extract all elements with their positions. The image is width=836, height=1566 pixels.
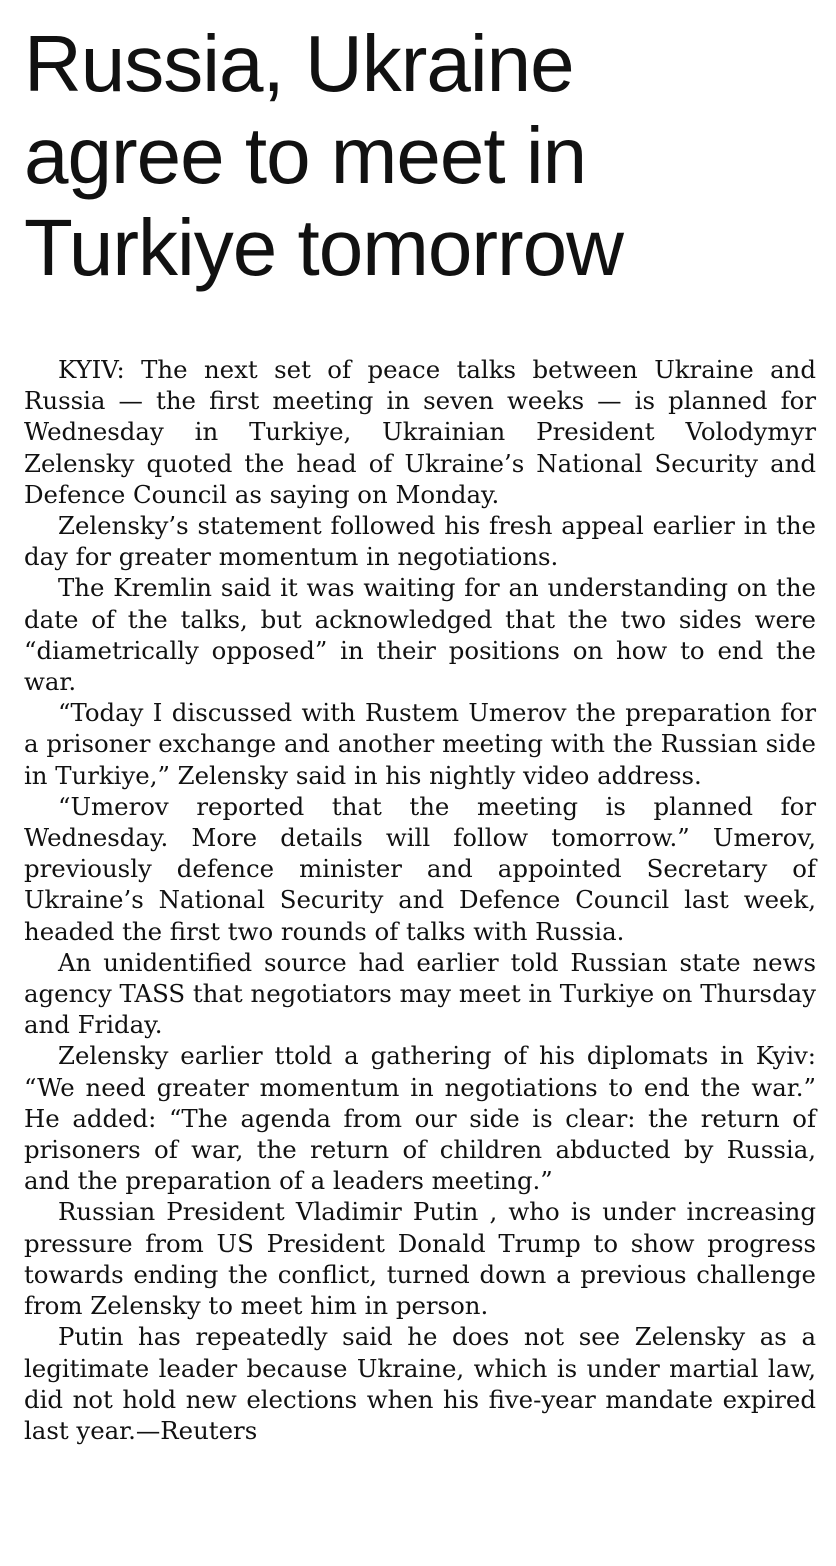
paragraph: Russian President Vladimir Putin , who is under increasing pressure from US President Donald Trump to show progress towards ending the conflict, turned down a previous challenge from Zelensky to meet him in person. [24,1197,816,1321]
paragraph: The Kremlin said it was waiting for an understanding on the date of the talks, but acknowledged that the two sides were “diametrically opposed” in their positions on how to end the war. [24,573,816,697]
paragraph-dateline: KYIV: The next set of peace talks between Ukraine and Russia — the first meeting in seven weeks — is planned for Wednesday in Turkiye, Ukrainian President Volodymyr Zelensky quoted the head of Ukraine’s National Security and Defence Council as saying on Monday. [24,355,816,509]
article-body [24,354,816,1446]
headline-line: Russia, Ukraine [24,19,574,108]
paragraph: Zelensky earlier ttold a gathering of his diplomats in Kyiv: “We need greater momentum in negotiations to end the war.” He added: “The agenda from our side is clear: the return of prisoners of war, the return of children abducted by Russia, and the preparation of a leaders meeting.” [24,1041,816,1196]
headline-line: agree to meet in [24,111,587,200]
paragraph: Zelensky’s statement followed his fresh appeal earlier in the day for greater momentum in negotiations. [24,511,816,572]
paragraph: An unidentified source had earlier told Russian state news agency TASS that negotiators may meet in Turkiye on Thursday and Friday. [24,947,816,1040]
headline [24,18,816,294]
news-article [24,18,816,1446]
paragraph: “Today I discussed with Rustem Umerov the preparation for a prisoner exchange and another meeting with the Russian side in Turkiye,” Zelensky said in his nightly video address. [24,698,816,790]
paragraph-closing: Putin has repeatedly said he does not see Zelensky as a legitimate leader because Ukraine, which is under martial law, did not hold new elections when his five-year mandate expired last year.—Reuters [24,1322,816,1445]
headline-line: Turkiye tomorrow [24,203,623,292]
paragraph: “Umerov reported that the meeting is planned for Wednesday. More details will follow tomorrow.” Umerov, previously defence minister and appointed Secretary of Ukraine’s National Security and Defence Council last week, headed the first two rounds of talks with Russia. [24,791,816,946]
